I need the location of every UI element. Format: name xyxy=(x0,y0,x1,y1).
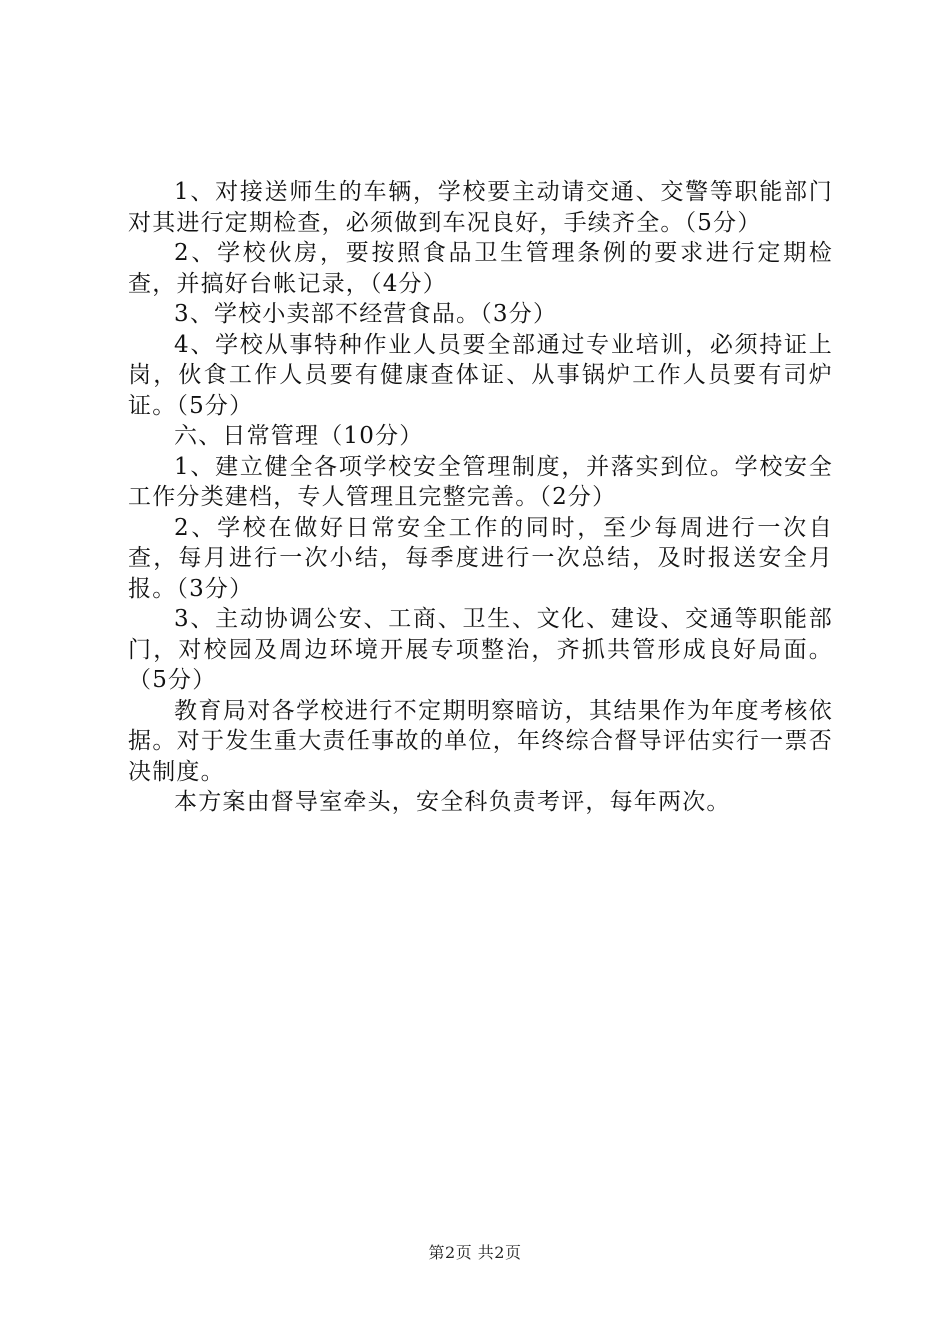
paragraph-special-staff-certification: 4、学校从事特种作业人员要全部通过专业培训，必须持证上岗，伙食工作人员要有健康查体证、从事锅炉工作人员要有司炉证。（5分） xyxy=(128,331,833,419)
section-heading-daily-management: 六、日常管理（10分） xyxy=(174,423,424,449)
paragraph-campus-environment: 3、主动协调公安、工商、卫生、文化、建设、交通等职能部门，对校园及周边环境开展专项整治，齐抓共管形成良好局面。（5分） xyxy=(128,606,833,693)
paragraph-evaluation-responsibility: 本方案由督导室牵头，安全科负责考评，每年两次。 xyxy=(174,789,731,815)
page-footer: 第2页 共2页 xyxy=(428,1243,522,1262)
paragraph-store-food: 3、学校小卖部不经营食品。（3分） xyxy=(174,301,558,327)
paragraph-self-inspection: 2、学校在做好日常安全工作的同时，至少每周进行一次自查，每月进行一次小结，每季度进行一次总结，及时报送安全月报。（3分） xyxy=(128,514,833,602)
paragraph-vehicle-inspection: 1、对接送师生的车辆，学校要主动请交通、交警等职能部门对其进行定期检查，必须做到车况良好，手续齐全。（5分） xyxy=(128,179,833,236)
paragraph-safety-system: 1、建立健全各项学校安全管理制度，并落实到位。学校安全工作分类建档，专人管理且完整完善。（2分） xyxy=(128,453,833,510)
paragraph-inspection-veto: 教育局对各学校进行不定期明察暗访，其结果作为年度考核依据。对于发生重大责任事故的单位，年终综合督导评估实行一票否决制度。 xyxy=(128,697,833,785)
document-body xyxy=(128,177,833,818)
paragraph-kitchen-inspection: 2、学校伙房，要按照食品卫生管理条例的要求进行定期检查，并搞好台帐记录，（4分） xyxy=(128,240,833,297)
